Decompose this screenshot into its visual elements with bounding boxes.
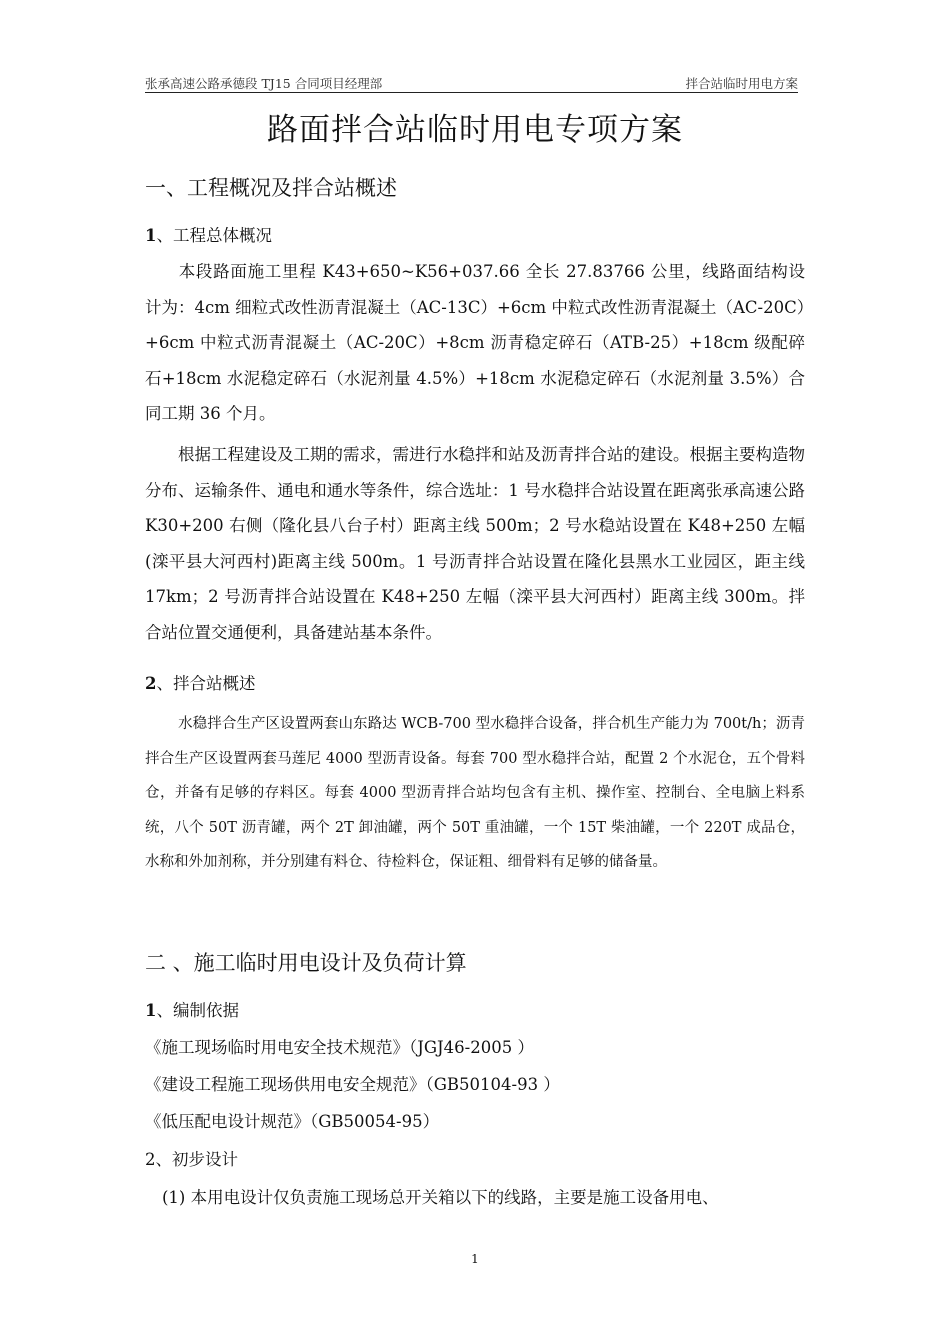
header-right: 拌合站临时用电方案 <box>685 76 798 91</box>
section1-sub2-heading <box>145 670 255 694</box>
page-number: 1 <box>471 1252 479 1266</box>
section2-sub1-text: 、编制依据 <box>156 1001 239 1020</box>
section1-para1-text: 本段路面施工里程 K43+650~K56+037.66 全长 27.83766 公里，线路面结构设计为：4cm 细粒式改性沥青混凝土（AC-13C）+6cm 中粒式改性沥青混凝土（AC-20C）+6cm 中粒式沥青混凝土（AC-20C）+8cm 沥青稳定碎石（ATB-25）+18cm 级配碎石+18cm 水泥稳定碎石（水泥剂量 4.5%）+18cm 水泥稳定碎石（水泥剂量 3.5%）合同工期 36 个月。 <box>145 262 805 424</box>
section2-para1: (1) 本用电设计仅负责施工现场总开关箱以下的线路，主要是施工设备用电、 <box>162 1188 719 1207</box>
section1-sub1-heading <box>145 222 272 246</box>
section1-sub1-text: 、工程总体概况 <box>156 226 272 245</box>
section1-para2 <box>145 437 805 651</box>
section2-heading: 二 、施工临时用电设计及负荷计算 <box>145 951 467 975</box>
reference-item: 《建设工程施工现场供用电安全规范》（GB50104-93 ） <box>145 1075 560 1094</box>
reference-item: 《施工现场临时用电安全技术规范》（JGJ46-2005 ） <box>145 1038 534 1057</box>
section2-sub1-heading <box>145 997 239 1021</box>
document-title: 路面拌合站临时用电专项方案 <box>267 112 683 148</box>
header-left: 张承高速公路承德段 TJ15 合同项目经理部 <box>145 76 383 91</box>
section1-para3-text: 水稳拌合生产区设置两套山东路达 WCB-700 型水稳拌合设备，拌合机生产能力为 700t/h；沥青拌合生产区设置两套马莲尼 4000 型沥青设备。每套 700 型水稳拌合站，配置 2 个水泥仓，五个骨料仓，并备有足够的存料区。每套 4000 型沥青拌合站均包含有主机、操作室、控制台、全电脑上料系统，八个 50T 沥青罐，两个 2T 卸油罐，两个 50T 重油罐，一个 15T 柴油罐，一个 220T 成品仓，水称和外加剂称，并分别建有料仓、待检料仓，保证粗、细骨料有足够的储备量。 <box>145 716 805 870</box>
section2-sub1-num: 1 <box>145 1001 157 1020</box>
section1-heading: 一、工程概况及拌合站概述 <box>145 176 397 200</box>
section1-para3 <box>145 707 805 880</box>
section1-para1 <box>145 254 805 432</box>
section2-sub2-heading: 2、初步设计 <box>145 1150 238 1169</box>
section1-para2-text: 根据工程建设及工期的需求，需进行水稳拌和站及沥青拌合站的建设。根据主要构造物分布、运输条件、通电和通水等条件，综合选址：1 号水稳拌合站设置在距离张承高速公路 K30+200 右侧（隆化县八台子村）距离主线 500m；2 号水稳站设置在 K48+250 左幅(滦平县大河西村)距离主线 500m。1 号沥青拌合站设置在隆化县黑水工业园区，距主线 17km；2 号沥青拌合站设置在 K48+250 左幅（滦平县大河西村）距离主线 300m。拌合站位置交通便利，具备建站基本条件。 <box>145 445 805 642</box>
section1-sub1-num: 1 <box>145 226 157 245</box>
page-header <box>145 72 798 93</box>
reference-item: 《低压配电设计规范》（GB50054-95） <box>145 1112 440 1131</box>
section1-sub2-text: 、拌合站概述 <box>156 674 256 693</box>
section1-sub2-num: 2 <box>145 674 157 693</box>
